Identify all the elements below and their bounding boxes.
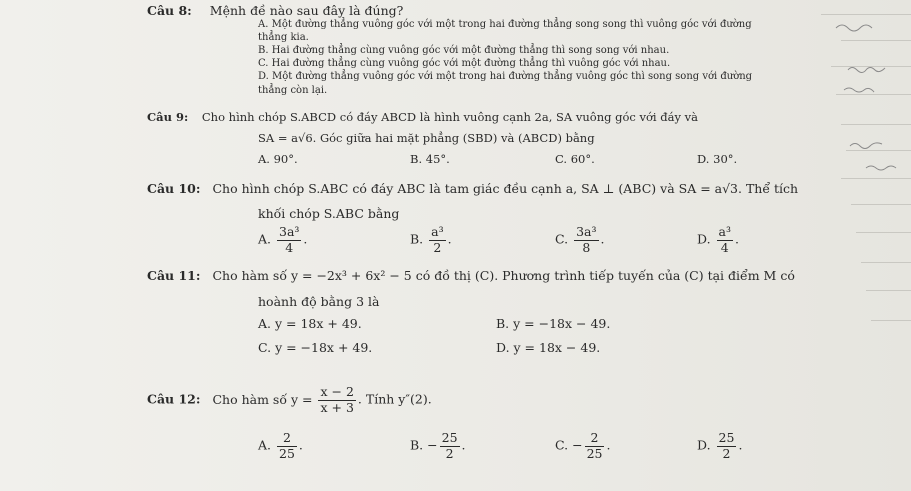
fraction (318, 386, 355, 414)
question-8-option-b: B. Hai đường thẳng cùng vuông góc với một đường thẳng thì song song với nhau. (258, 45, 670, 56)
question-10-stem-cont: khối chóp S.ABC bằng (258, 206, 400, 221)
question-11-label: Câu 11: (147, 268, 201, 283)
question-12-stem-line (147, 386, 432, 414)
denominator: 25 (279, 445, 295, 461)
margin-rule (866, 290, 911, 291)
denominator: 8 (582, 239, 591, 255)
question-10-option-b: B. $\frac{\text{a³}}{2}$ . (410, 224, 452, 255)
numerator: x − 2 (320, 384, 354, 399)
question-8-stem: Mệnh đề nào sau đây là đúng? (209, 3, 404, 18)
question-9-option-b: B. 45°. (410, 152, 450, 166)
fraction (277, 226, 301, 254)
fraction (717, 432, 737, 460)
question-11-option-c: C. y = −18x + 49. (258, 340, 373, 355)
question-11-option-b: B. y = −18x − 49. (496, 316, 611, 331)
denominator: x + 3 (320, 399, 354, 415)
question-8-option-a-cont: thẳng kia. (258, 32, 309, 43)
option-label: A. (258, 231, 272, 247)
question-12-option-c: C. − $\frac{2}{25}$ . (555, 430, 611, 461)
question-8-option-c: C. Hai đường thẳng cùng vuông góc với một đường thẳng thì vuông góc với nhau. (258, 58, 671, 69)
question-11-stem-cont: hoành độ bằng 3 là (258, 294, 380, 309)
question-9-stem: Cho hình chóp S.ABCD có đáy ABCD là hình vuông cạnh 2a, SA vuông góc với đáy và (201, 110, 698, 124)
fraction (440, 432, 460, 460)
question-8-stem-line (147, 5, 403, 18)
option-label: C. (555, 231, 569, 247)
question-9-option-d: D. 30°. (697, 152, 738, 166)
fraction (585, 432, 605, 460)
denominator: 2 (445, 445, 454, 461)
question-11-stem-line (147, 270, 795, 283)
denominator: 2 (722, 445, 731, 461)
question-11-stem: Cho hàm số y = −2x³ + 6x² − 5 có đồ thị (C). Phương trình tiếp tuyến của (C) tại điểm M có (212, 268, 795, 283)
numerator: 3a³ (279, 224, 300, 239)
question-8-option-d-cont: thẳng còn lại. (258, 85, 328, 96)
minus-sign: − (572, 437, 583, 453)
numerator: 2 (585, 432, 605, 447)
option-label: D. (697, 231, 711, 247)
question-9-option-a: A. 90°. (258, 152, 298, 166)
minus-sign: − (427, 437, 438, 453)
numerator: a³ (431, 224, 444, 239)
question-9-label: Câu 9: (147, 110, 189, 124)
numerator: 3a³ (576, 224, 597, 239)
question-10-stem: Cho hình chóp S.ABC có đáy ABC là tam giác đều cạnh a, SA ⊥ (ABC) và SA = a√3. Thể tích (212, 181, 799, 196)
fraction (429, 226, 445, 254)
denominator: 4 (720, 239, 729, 255)
question-9-stem-line (147, 112, 698, 124)
numerator: a³ (718, 224, 732, 239)
margin-rule (851, 204, 911, 205)
numerator: 25 (718, 430, 735, 445)
numerator: 25 (441, 430, 458, 445)
question-10-option-a: A. $\frac{\text{3a³}}{4}$ . (258, 224, 308, 255)
option-label: C. (555, 437, 569, 453)
margin-rule (821, 14, 911, 15)
question-8-option-d: D. Một đường thẳng vuông góc với một trong hai đường thẳng vuông góc thì song song với đường (258, 71, 753, 82)
question-11-option-d: D. y = 18x − 49. (496, 340, 601, 355)
numerator: 2 (277, 432, 297, 447)
question-11-option-a: A. y = 18x + 49. (258, 316, 362, 331)
margin-rule (871, 320, 911, 321)
question-12-option-d: D. $\frac{25}{2}$ . (697, 430, 743, 461)
option-label: B. (410, 231, 424, 247)
question-12-stem-pre: Cho hàm số y = (212, 391, 313, 407)
margin-rule (861, 262, 911, 263)
option-label: A. (258, 437, 272, 453)
option-label: B. (410, 437, 424, 453)
question-9-stem-cont: SA = a√6. Góc giữa hai mặt phẳng (SBD) và (ABCD) bằng (258, 131, 595, 145)
question-10-stem-line (147, 183, 798, 196)
question-9-option-c: C. 60°. (555, 152, 595, 166)
handwriting-scribbles (830, 18, 910, 188)
question-12-stem-post: . Tính y″(2). (357, 391, 432, 407)
question-10-option-d: D. $\frac{\text{a³}}{4}$ . (697, 224, 739, 255)
denominator: 25 (586, 445, 603, 461)
denominator: 4 (285, 239, 294, 255)
question-12-option-b: B. − $\frac{25}{2}$ . (410, 430, 466, 461)
fraction (574, 226, 598, 254)
question-10-label: Câu 10: (147, 181, 201, 196)
option-label: D. (697, 437, 711, 453)
fraction (717, 226, 733, 254)
question-10-option-c: C. $\frac{\text{3a³}}{8}$ . (555, 224, 605, 255)
margin-rule (856, 232, 911, 233)
question-12-label: Câu 12: (147, 391, 201, 407)
question-8-option-a: A. Một đường thẳng vuông góc với một trong hai đường thẳng song song thì vuông góc với đường (258, 19, 752, 30)
question-12-option-a: A. $\frac{2}{25}$ . (258, 430, 303, 461)
question-8-label: Câu 8: (147, 3, 192, 18)
denominator: 2 (433, 239, 442, 255)
fraction (277, 432, 297, 460)
